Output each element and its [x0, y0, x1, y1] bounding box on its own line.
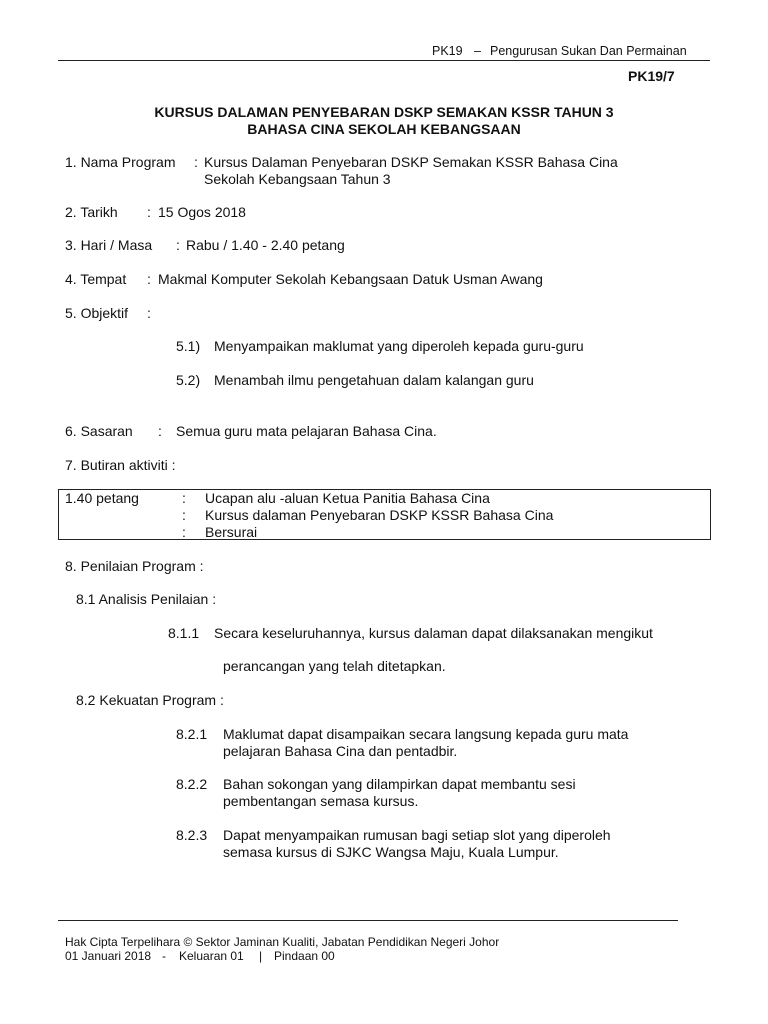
- activity-time-1: 1.40 petang: [65, 490, 139, 506]
- kekuatan-num-1: 8.2.1: [176, 726, 208, 742]
- kekuatan-text-1-line1: Maklumat dapat disampaikan secara langsung kepada guru mata: [223, 726, 629, 742]
- tarikh-label: 2. Tarikh: [65, 204, 118, 220]
- analisis-label: 8.1 Analisis Penilaian :: [76, 591, 217, 607]
- tarikh-colon: :: [147, 204, 151, 220]
- kekuatan-text-3-line1: Dapat menyampaikan rumusan bagi setiap slot yang diperoleh: [223, 827, 611, 843]
- tempat-label: 4. Tempat: [65, 271, 127, 287]
- program-name-line1: Kursus Dalaman Penyebaran DSKP Semakan KSSR Bahasa Cina: [204, 154, 618, 170]
- document-title-line2: BAHASA CINA SEKOLAH KEBANGSAAN: [247, 121, 521, 137]
- kekuatan-label: 8.2 Kekuatan Program :: [76, 692, 224, 708]
- program-name-line2: Sekolah Kebangsaan Tahun 3: [204, 171, 391, 187]
- program-colon: :: [194, 154, 198, 170]
- activity-text-1: Ucapan alu -aluan Ketua Panitia Bahasa Cina: [205, 490, 490, 506]
- activity-colon-2: :: [182, 507, 186, 523]
- kekuatan-num-2: 8.2.2: [176, 776, 208, 792]
- tarikh-value: 15 Ogos 2018: [158, 204, 246, 220]
- program-label: 1. Nama Program: [65, 154, 176, 170]
- footer-date: 01 Januari 2018: [65, 949, 152, 963]
- objektif-num-1: 5.1): [176, 338, 201, 354]
- tempat-value: Makmal Komputer Sekolah Kebangsaan Datuk Usman Awang: [158, 271, 543, 287]
- objektif-text-2: Menambah ilmu pengetahuan dalam kalangan guru: [214, 372, 534, 388]
- objektif-label: 5. Objektif: [65, 305, 129, 321]
- kekuatan-num-3: 8.2.3: [176, 827, 208, 843]
- analisis-text-line1: Secara keseluruhannya, kursus dalaman dapat dilaksanakan mengikut: [214, 625, 653, 641]
- footer-copyright: Hak Cipta Terpelihara © Sektor Jaminan Kualiti, Jabatan Pendidikan Negeri Johor: [65, 935, 500, 949]
- tempat-colon: :: [147, 271, 151, 287]
- header-separator: –: [474, 44, 481, 58]
- analisis-text-line2: perancangan yang telah ditetapkan.: [223, 658, 446, 674]
- sasaran-value: Semua guru mata pelajaran Bahasa Cina.: [176, 423, 437, 439]
- document-title-line1: KURSUS DALAMAN PENYEBARAN DSKP SEMAKAN KSSR TAHUN 3: [154, 104, 614, 120]
- objektif-num-2: 5.2): [176, 372, 201, 388]
- analisis-num: 8.1.1: [168, 625, 200, 641]
- hari-masa-colon: :: [176, 237, 180, 253]
- hari-masa-label: 3. Hari / Masa: [65, 237, 153, 253]
- kekuatan-text-3-line2: semasa kursus di SJKC Wangsa Maju, Kuala Lumpur.: [223, 844, 559, 860]
- hari-masa-value: Rabu / 1.40 - 2.40 petang: [186, 237, 345, 253]
- footer-separator: |: [259, 949, 263, 963]
- penilaian-label: 8. Penilaian Program :: [65, 558, 204, 574]
- kekuatan-text-2-line1: Bahan sokongan yang dilampirkan dapat membantu sesi: [223, 776, 576, 792]
- kekuatan-text-1-line2: pelajaran Bahasa Cina dan pentadbir.: [223, 743, 458, 759]
- sasaran-label: 6. Sasaran: [65, 423, 133, 439]
- sasaran-colon: :: [158, 423, 162, 439]
- footer-pindaan: Pindaan 00: [274, 949, 335, 963]
- header-title: Pengurusan Sukan Dan Permainan: [490, 44, 687, 58]
- butiran-label: 7. Butiran aktiviti :: [65, 457, 176, 473]
- document-code: PK19/7: [628, 68, 675, 84]
- objektif-colon: :: [147, 305, 151, 321]
- activity-text-2: Kursus dalaman Penyebaran DSKP KSSR Bahasa Cina: [205, 507, 554, 523]
- header-rule: [58, 60, 710, 61]
- objektif-text-1: Menyampaikan maklumat yang diperoleh kepada guru-guru: [214, 338, 584, 354]
- activity-text-3: Bersurai: [205, 524, 258, 540]
- footer-keluaran: Keluaran 01: [179, 949, 244, 963]
- footer-dash: -: [162, 949, 166, 963]
- activity-colon-1: :: [182, 490, 186, 506]
- kekuatan-text-2-line2: pembentangan semasa kursus.: [223, 793, 419, 809]
- header-code: PK19: [432, 44, 463, 58]
- footer-rule: [58, 920, 678, 921]
- activity-colon-3: :: [182, 524, 186, 540]
